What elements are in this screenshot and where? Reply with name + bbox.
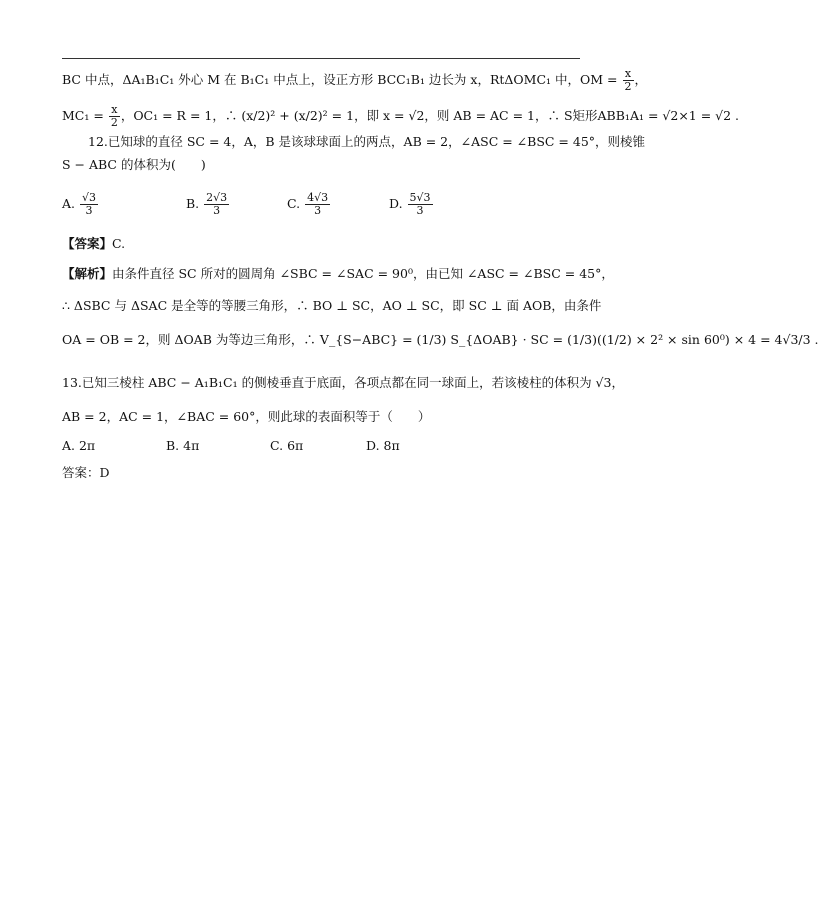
option-fraction	[204, 192, 229, 217]
frac-num: √3	[82, 191, 97, 204]
q12-option-b	[186, 192, 230, 217]
answer-value: C.	[112, 236, 126, 251]
solution-line-1	[62, 266, 614, 282]
question-13-line-1: 13.已知三棱柱 ABC − A₁B₁C₁ 的侧棱垂直于底面，各项点都在同一球面上，若该棱柱的体积为 √3，	[62, 375, 624, 390]
line-2-start: MC₁ =	[62, 108, 104, 123]
q13-option-a: A. 2π	[62, 438, 96, 453]
q13-option-b: B. 4π	[166, 438, 200, 453]
line-1-end: ，	[634, 72, 648, 87]
option-letter: D.	[389, 196, 403, 211]
question-13-line-2: AB = 2，AC = 1，∠BAC = 60°，则此球的表面积等于（ ）	[62, 409, 431, 424]
option-letter: A.	[62, 196, 76, 211]
option-fraction	[305, 192, 330, 217]
frac-num: 4√3	[307, 191, 329, 204]
q12-option-a	[62, 192, 99, 217]
solution-line-2: ∴ ΔSBC 与 ΔSAC 是全等的等腰三角形，∴ BO ⊥ SC，AO ⊥ SC，即 SC ⊥ 面 AOB，由条件	[62, 298, 602, 313]
answer-label: 【答案】	[62, 236, 113, 251]
option-fraction	[80, 192, 98, 217]
answer-12	[62, 236, 592, 252]
frac-den: 3	[213, 204, 221, 217]
question-12-line-1: 12.已知球的直径 SC = 4，A，B 是该球球面上的两点，AB = 2，∠ASC = ∠BSC = 45°，则棱锥	[88, 134, 646, 149]
question-12-line-2: S − ABC 的体积为( )	[62, 157, 206, 172]
q12-option-d	[389, 192, 434, 217]
header-rule	[62, 58, 580, 59]
frac-den: 2	[110, 116, 118, 129]
option-letter: B.	[186, 196, 200, 211]
fraction-om	[623, 68, 634, 93]
line-1-text: BC 中点，ΔA₁B₁C₁ 外心 M 在 B₁C₁ 中点上，设正方形 BCC₁B₁ 边长为 x，RtΔOMC₁ 中，OM =	[62, 72, 618, 87]
text-line-2	[62, 103, 740, 129]
option-letter: C.	[287, 196, 301, 211]
frac-num: x	[109, 104, 120, 117]
frac-num: 2√3	[206, 191, 228, 204]
text-line-1	[62, 67, 648, 93]
frac-den: 3	[416, 204, 424, 217]
frac-num: 5√3	[409, 191, 431, 204]
answer-13: 答案：D	[62, 465, 110, 480]
frac-den: 3	[85, 204, 93, 217]
line-2-rest: ，OC₁ = R = 1，∴ (x/2)² + (x/2)² = 1，即 x = √2，则 AB = AC = 1，∴ S矩形ABB₁A₁ = √2×1 = √2 .	[120, 108, 740, 123]
frac-num: x	[623, 68, 634, 81]
frac-den: 2	[624, 80, 632, 93]
fraction-mc1	[109, 104, 120, 129]
q13-option-c: C. 6π	[270, 438, 304, 453]
solution-label: 【解析】	[62, 266, 113, 281]
frac-den: 3	[314, 204, 322, 217]
solution-text-1: 由条件直径 SC 所对的圆周角 ∠SBC = ∠SAC = 90⁰，由已知 ∠ASC = ∠BSC = 45°，	[112, 266, 614, 281]
option-fraction	[408, 192, 433, 217]
q13-option-d: D. 8π	[366, 438, 400, 453]
solution-line-3: OA = OB = 2，则 ΔOAB 为等边三角形，∴ V_{S−ABC} = (1/3) S_{ΔOAB} · SC = (1/3)((1/2) × 2² × sin 60⁰) × 4 = 4√3/3 .	[62, 332, 819, 347]
q12-option-c	[287, 192, 331, 217]
